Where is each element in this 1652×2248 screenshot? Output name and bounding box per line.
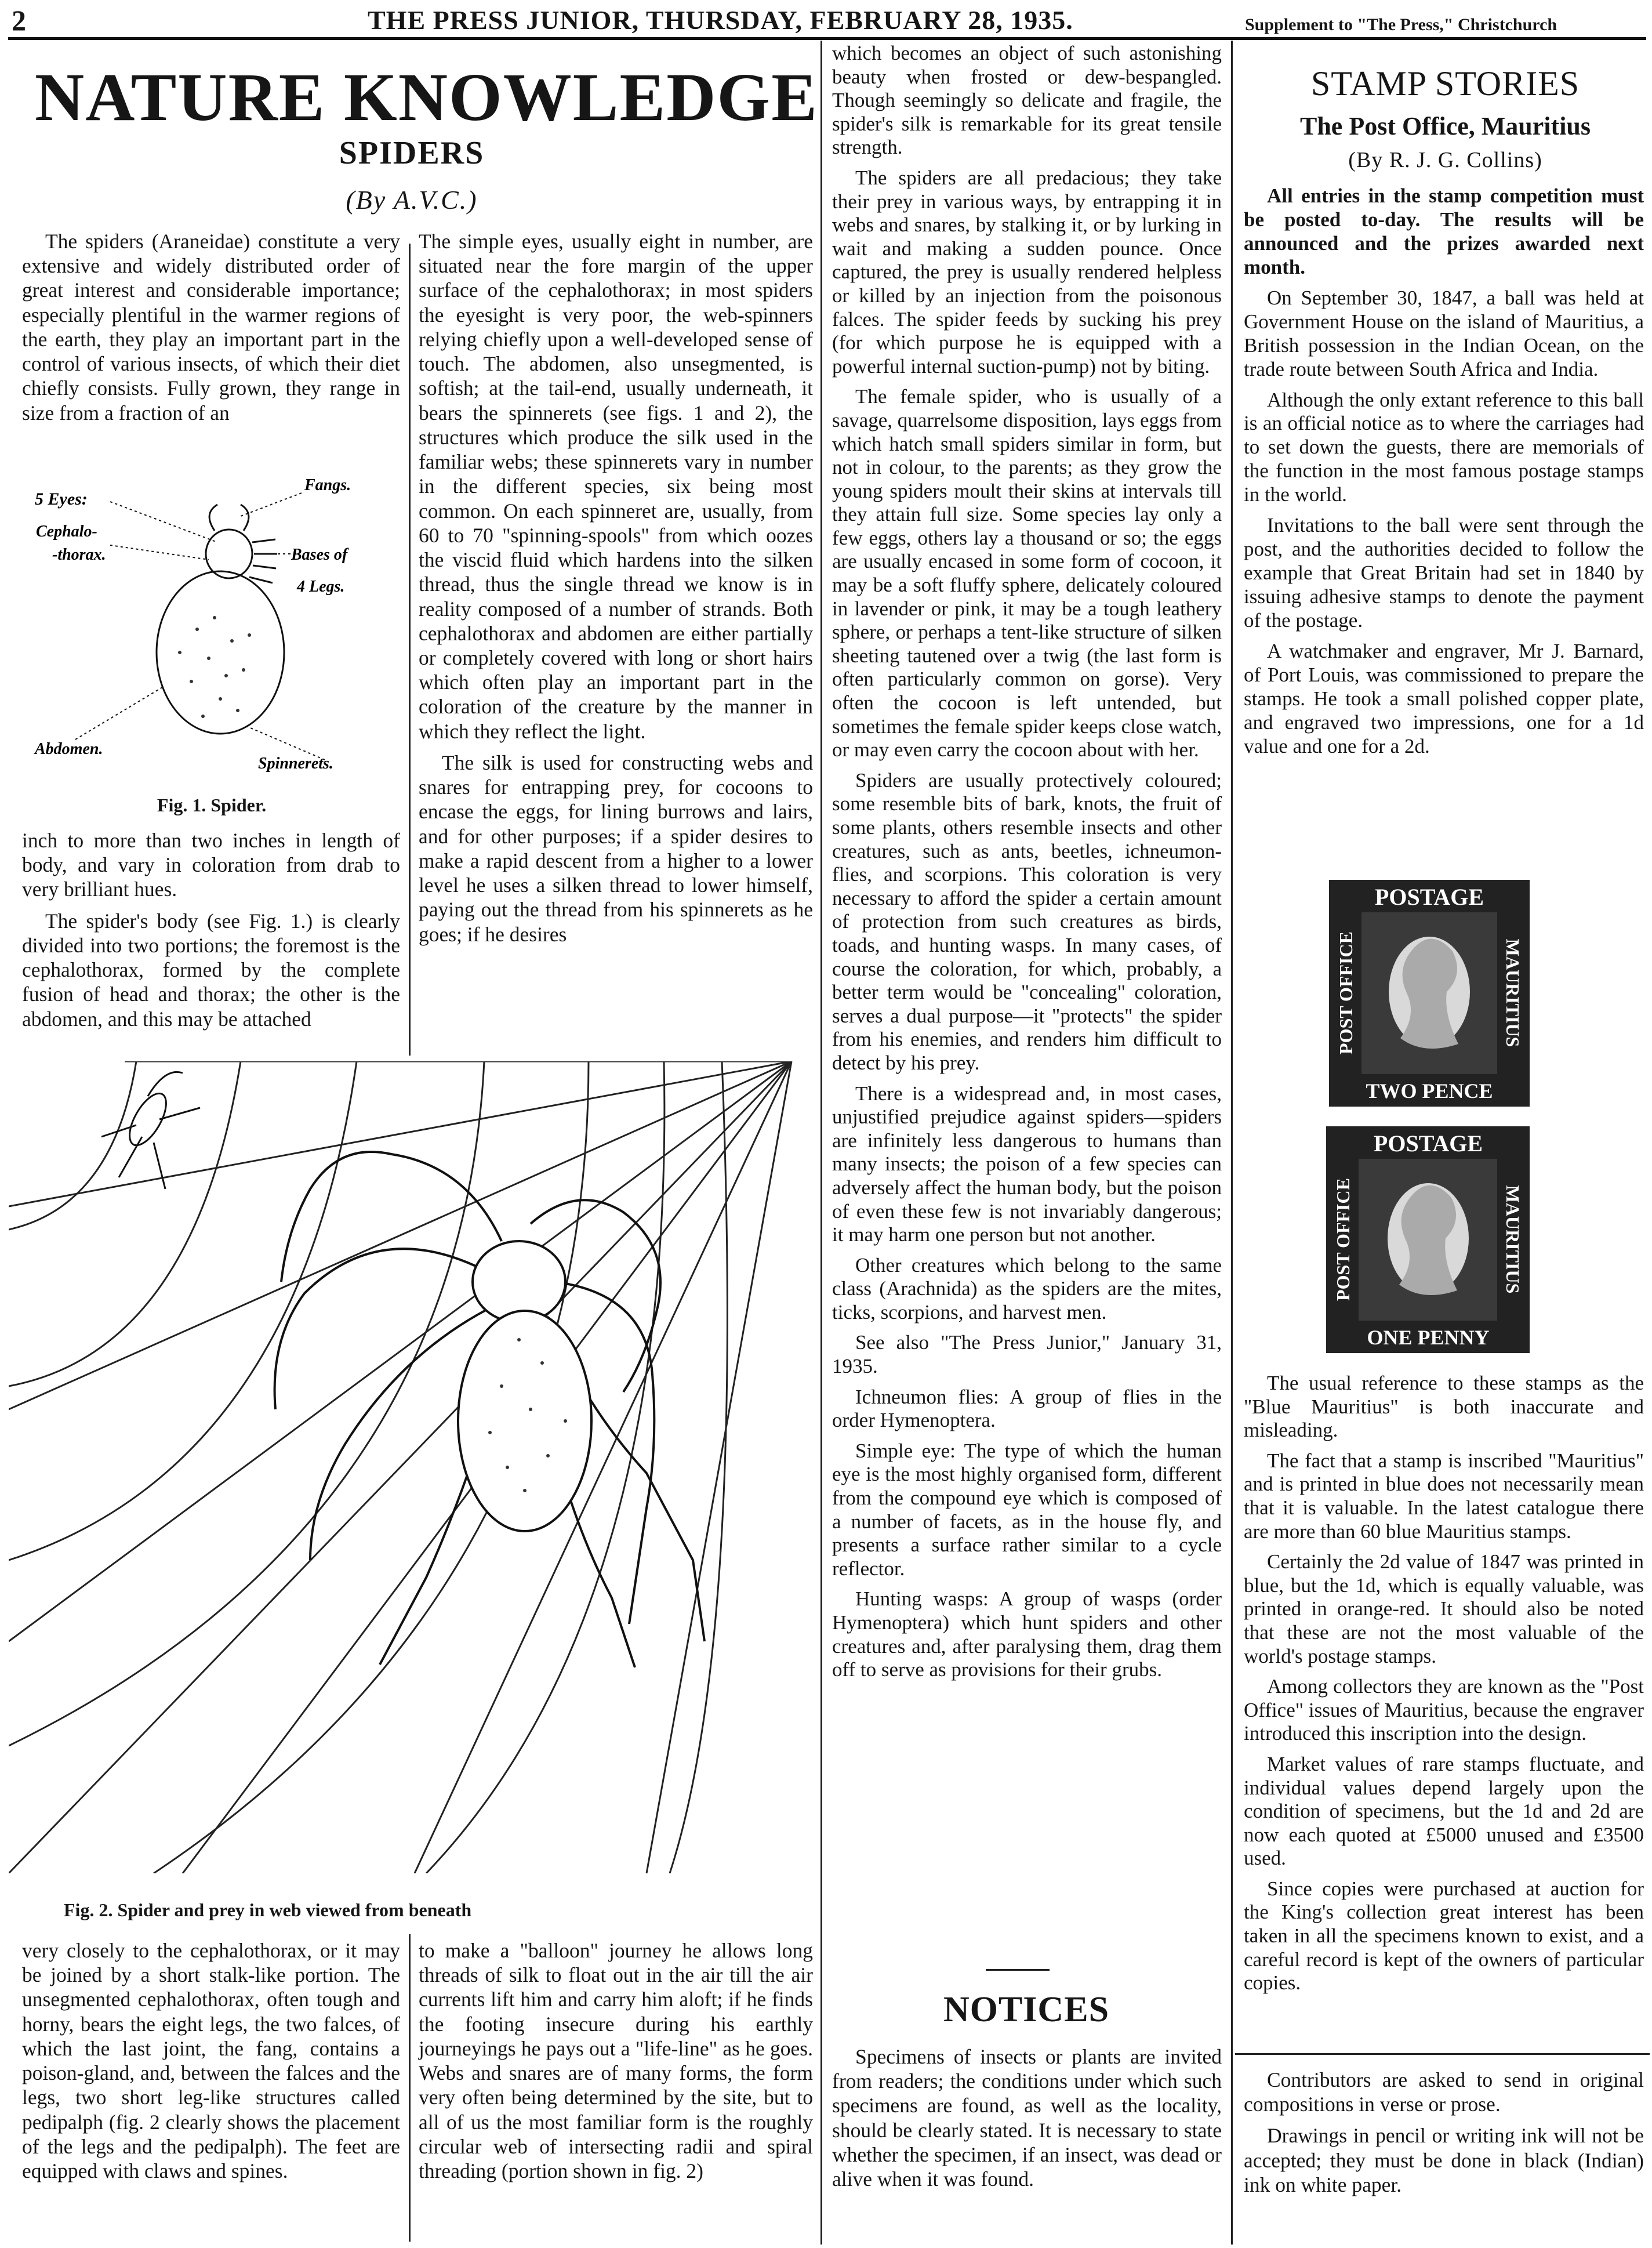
- paragraph: The simple eyes, usually eight in number, are situated near the fore margin of the upper surface of the cephalothorax; in most spiders the eyesight is very poor, the web-spinners relying chiefly upon a well-developed sense of touch. The abdomen, also unsegmented, is softish; at the tail-end, usually underneath, it bears the spinnerets (see figs. 1 and 2), the structures which produce the silk used in the familiar webs; these spinnerets vary in number in the different species, six being most common. On each spinneret are, usually, from 60 to 70 "spinning-spools" from which oozes the viscid fluid which hardens into the silken thread, thus the single thread we know is in reality composed of a number of strands. Both cephalothorax and abdomen are either partially or completely covered with long or short hairs which often play an important part in the coloration of the creature by the manner in which they reflect the light.: [419, 230, 813, 743]
- nature-col2-top: [419, 229, 813, 953]
- column-rule: [409, 1934, 411, 2242]
- notices-body: [832, 2044, 1222, 2198]
- stamp-stories-col-bottom: [1244, 1372, 1644, 2002]
- paragraph: Specimens of insects or plants are invited from readers; the conditions under which such specimens are found, as well as the locality, should be clearly stated. It is necessary to state whether the specimen, if an insect, was dead or alive when it was found.: [832, 2045, 1222, 2191]
- paragraph: Simple eye: The type of which the human eye is the most highly organised form, different from the compound eye which is composed of a number of facets, as in the house fly, and presents a surface rather similar to a cycle reflector.: [832, 1439, 1222, 1580]
- fig2-caption: Fig. 2. Spider and prey in web viewed from beneath: [64, 1899, 472, 1920]
- paragraph: See also "The Press Junior," January 31, 1935.: [832, 1331, 1222, 1378]
- column-rule: [409, 244, 411, 1056]
- stamp-stories-col-top: [1244, 184, 1644, 766]
- paragraph: Ichneumon flies: A group of flies in the order Hymenoptera.: [832, 1385, 1222, 1432]
- stamp-one-penny-top: POSTAGE: [1373, 1130, 1483, 1156]
- paragraph: The spiders are all predacious; they take their prey in various ways, by entrapping it in webs and snares, by stalking it, or by lurking in wait and making a sudden pounce. Once captured, the prey is usually rendered helpless or killed by an injection from the poisonous falces. The spider feeds by sucking his prey (for which purpose he is equipped with a powerful internal suction-pump) not by biting.: [832, 166, 1222, 378]
- fig1-label-eyes: 5 Eyes:: [35, 490, 88, 509]
- paragraph: very closely to the cephalothorax, or it may be joined by a short stalk-like portion. The unsegmented cephalothorax, often tough and horny, bears the eight legs, the two falces, of which the last joint, the fang, contains a poison-gland, and, between the falces and the legs, two short leg-like structures called pedipalph (fig. 2 clearly shows the placement of the legs and the pedipalph). The feet are equipped with claws and spines.: [22, 1939, 400, 2183]
- column-rule: [820, 41, 822, 2245]
- paragraph: Since copies were purchased at auction for the King's collection great interest has been taken in all the specimens known to exist, and a careful record is kept of the owners of particular copies.: [1244, 1877, 1644, 1995]
- section-rule: [986, 1969, 1050, 1971]
- fig1-label-spinnerets: Spinnerets.: [258, 755, 333, 773]
- stamp-one-penny-right: MAURITIUS: [1502, 1185, 1523, 1294]
- paragraph: Other creatures which belong to the same class (Arachnida) as the spiders are the mites, ticks, scorpions, and harvest men.: [832, 1253, 1222, 1324]
- paragraph: There is a widespread and, in most cases, unjustified prejudice against spiders—spiders are infinitely less dangerous to humans than many insects; the poison of a few species can adversely affect the human body, but the poison of even these few is not invariably dangerous; it may harm one person but not another.: [832, 1082, 1222, 1246]
- fig1-label-abdomen: Abdomen.: [35, 740, 103, 758]
- notices-title: NOTICES: [943, 1990, 1110, 2029]
- fig1-label-fangs: Fangs.: [304, 476, 351, 494]
- stamp-two-pence-right: MAURITIUS: [1502, 938, 1523, 1047]
- paragraph: The usual reference to these stamps as the "Blue Mauritius" is both inaccurate and misleading.: [1244, 1372, 1644, 1442]
- stamp-one-penny: [1325, 1125, 1531, 1354]
- stamp-one-penny-bottom: ONE PENNY: [1367, 1326, 1490, 1349]
- stamp-stories-title: STAMP STORIES: [1310, 64, 1580, 103]
- paragraph: Spiders are usually protectively coloured; some resemble bits of bark, knots, the fruit of some plants, others resemble insects and other creatures, such as ants, beetles, ichneumon-flies, and scorpions. This coloration is very necessary to afford the spider a certain amount of protection from such creatures as birds, toads, and hunting wasps. In many cases, of course the coloration, for which, probably, a better term would be "concealing" coloration, serves a dual purpose—it "protects" the spider from his enemies, and renders him difficult to detect by his prey.: [832, 768, 1222, 1074]
- stamp-one-penny-left: POST OFFICE: [1333, 1178, 1353, 1301]
- paragraph: Contributors are asked to send in original compositions in verse or prose.: [1244, 2068, 1644, 2116]
- fig1-label-cephalo: Cephalo-: [36, 523, 97, 541]
- paragraph: Drawings in pencil or writing ink will not be accepted; they must be done in black (Indian) ink on white paper.: [1244, 2124, 1644, 2196]
- nature-col2-bottom: [419, 1938, 813, 2190]
- nature-byline: (By A.V.C.): [346, 185, 478, 215]
- paragraph: to make a "balloon" journey he allows long threads of silk to float out in the air till the air currents lift him and carry him aloft; if he finds the footing insecure during his earthly journeyings he pays out a "life-line" as he goes. Webs and snares are of many forms, the form very often being determined by the site, but to all of us the most familiar form is the roughly circular web of intersecting radii and spiral threading (portion shown in fig. 2): [419, 1939, 813, 2183]
- nature-title: NATURE KNOWLEDGE: [35, 59, 818, 135]
- paragraph: Invitations to the ball were sent through the post, and the authorities decided to follow the example that Great Britain had set in 1840 by issuing adhesive stamps to denote the payment of the postage.: [1244, 514, 1644, 632]
- paragraph: Although the only extant reference to this ball is an official notice as to where the carriages had to set down the guests, there are memorials of the function in the most famous postage stamps in the world.: [1244, 388, 1644, 506]
- stamp-two-pence: [1328, 879, 1531, 1108]
- paragraph: A watchmaker and engraver, Mr J. Barnard, of Port Louis, was commissioned to prepare the stamps. He took a small polished copper plate, and engraved two impressions, one for a 1d value and one for a 2d.: [1244, 639, 1644, 757]
- paragraph: The fact that a stamp is inscribed "Mauritius" and is printed in blue does not necessarily mean that it is valuable. In the latest catalogue there are more than 60 blue Mauritius stamps.: [1244, 1449, 1644, 1543]
- paragraph: which becomes an object of such astonishing beauty when frosted or dew-bespangled. Though seemingly so delicate and fragile, the spider's silk is remarkable for its great tensile strength.: [832, 42, 1222, 159]
- paragraph: Market values of rare stamps fluctuate, and individual values depend largely upon the condition of specimens, but the 1d and 2d are now each quoted at £5000 unused and £3500 used.: [1244, 1752, 1644, 1870]
- paragraph: On September 30, 1847, a ball was held at Government House on the island of Mauritius, a British possession in the Indian Ocean, on the trade route between South Africa and India.: [1244, 286, 1644, 380]
- paragraph: inch to more than two inches in length of body, and vary in coloration from drab to very brilliant hues.: [22, 829, 400, 901]
- paragraph: Hunting wasps: A group of wasps (order Hymenoptera) which hunt spiders and other creatures and, after paralysing them, drag them off to serve as provisions for their grubs.: [832, 1587, 1222, 1681]
- supplement-note: Supplement to "The Press," Christchurch: [1245, 15, 1557, 34]
- nature-col1-top: [22, 229, 400, 432]
- paragraph: The silk is used for constructing webs and snares for entrapping prey, for cocoons to encase the eggs, for lining burrows and lairs, and for other purposes; if a spider desires to make a rapid descent from a higher to a lower level he uses a silken thread to lower himself, paying out the thread from his spinnerets as he goes; if he desires: [419, 750, 813, 946]
- paragraph: Certainly the 2d value of 1847 was printed in blue, but the 1d, which is equally valuable, was printed in orange-red. It should also be noted that these are not the most valuable of the world's postage stamps.: [1244, 1550, 1644, 1667]
- stamp-two-pence-bottom: TWO PENCE: [1366, 1079, 1493, 1103]
- nature-subtitle: SPIDERS: [339, 135, 485, 171]
- nature-col1-mid: [22, 828, 400, 1038]
- nature-col3: [832, 42, 1222, 1689]
- paragraph: The spider's body (see Fig. 1.) is clearly divided into two portions; the foremost is the cephalothorax, formed by the complete fusion of head and thorax; the other is the abdomen, and this may be attached: [22, 909, 400, 1031]
- column-rule: [1231, 41, 1233, 2245]
- fig1-label-thorax: -thorax.: [52, 546, 106, 564]
- paragraph: Among collectors they are known as the "Post Office" issues of Mauritius, because the engraver introduced this inscription into the design.: [1244, 1675, 1644, 1745]
- fig1-caption: Fig. 1. Spider.: [157, 795, 267, 815]
- paragraph: The female spider, who is usually of a savage, quarrelsome disposition, lays eggs from which hatch small spiders similar in form, but not in colour, to the parents; as they grow the young spiders moult their skins at intervals till they attain full size. Some species lay only a few eggs, others lay a thousand or so; the eggs are usually encased in some form of cocoon, it may be a soft fluffy sphere, delicately coloured in lavender or pink, it may be a tough leathery sphere, or perhaps a tent-like structure of silken sheeting tautened over a twig (the last form is often particularly common on gorse). Very often the cocoon is left untended, but sometimes the female spider keeps close watch, or may even carry the cocoon about with her.: [832, 385, 1222, 762]
- page-header: [8, 3, 1646, 40]
- competition-notice: All entries in the stamp competition must be posted to-day. The results will be announced and the prizes awarded next month.: [1244, 184, 1644, 278]
- contributors-notice: [1244, 2068, 1644, 2204]
- nature-col1-bottom: [22, 1938, 400, 2190]
- masthead: THE PRESS JUNIOR, THURSDAY, FEBRUARY 28, 1935.: [368, 5, 1073, 35]
- paragraph: The spiders (Araneidae) constitute a very extensive and widely distributed order of great interest and considerable importance; especially plentiful in the warmer regions of the earth, they play an important part in the control of various insects, of which their diet chiefly consists. Fully grown, they range in size from a fraction of an: [22, 230, 400, 425]
- page-number: 2: [12, 4, 26, 37]
- fig1-label-bases: Bases of: [291, 546, 348, 564]
- fig1-spider-diagram: [23, 467, 400, 780]
- section-rule: [1235, 2053, 1650, 2055]
- stamp-stories-byline: (By R. J. G. Collins): [1348, 148, 1542, 172]
- fig2-web-illustration: [9, 1061, 815, 1873]
- fig1-label-legs: 4 Legs.: [297, 578, 345, 596]
- stamp-two-pence-top: POSTAGE: [1374, 884, 1484, 910]
- stamp-stories-subtitle: The Post Office, Mauritius: [1299, 112, 1591, 140]
- stamp-two-pence-left: POST OFFICE: [1335, 931, 1356, 1054]
